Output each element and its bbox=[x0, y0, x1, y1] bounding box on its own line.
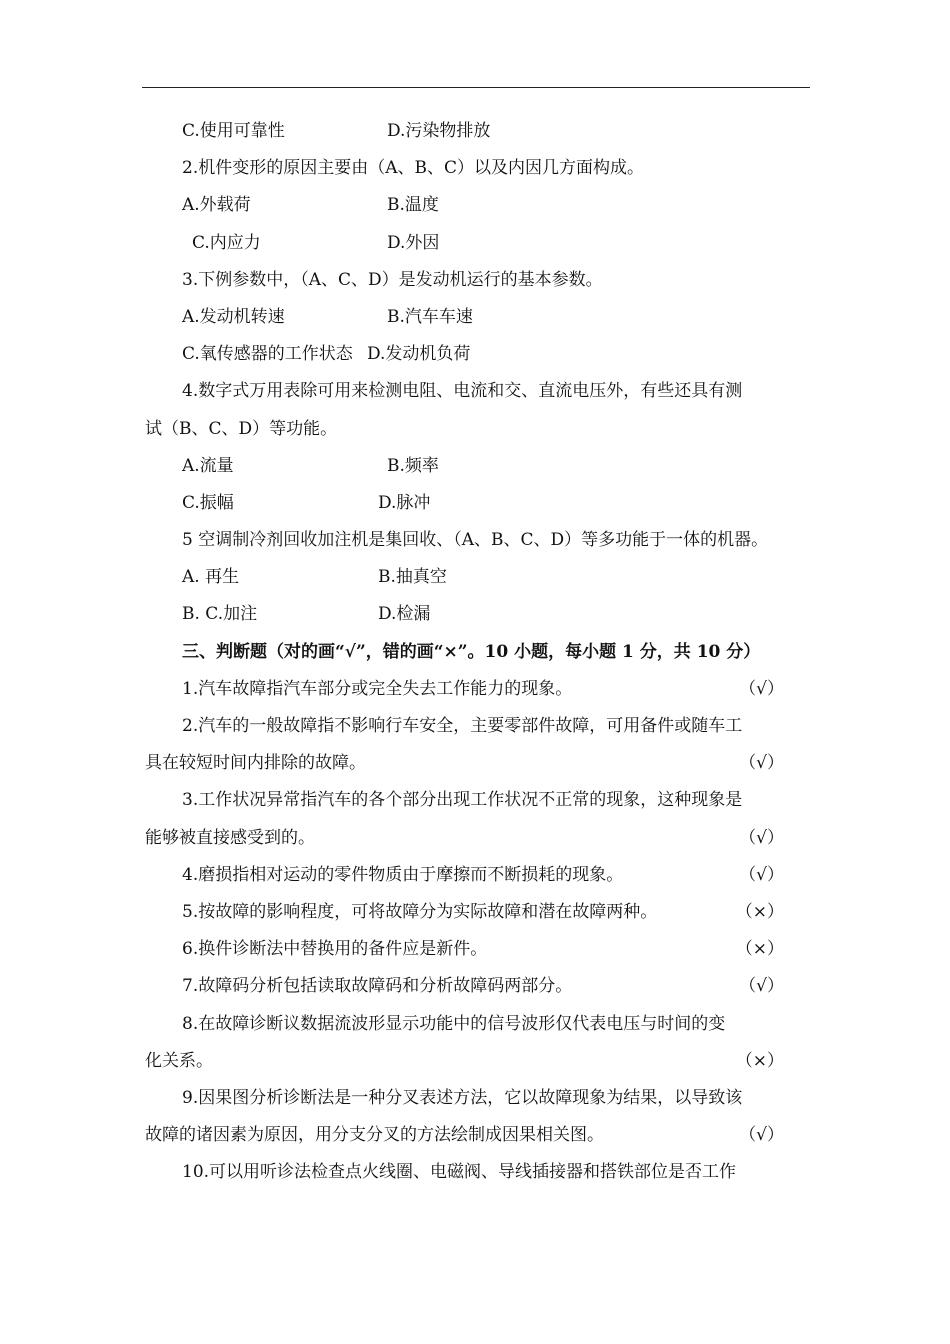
item-text: 具在较短时间内排除的故障。 bbox=[145, 753, 366, 774]
option-row bbox=[145, 559, 810, 596]
option: D.脉冲 bbox=[378, 492, 431, 513]
option: C.使用可靠性 bbox=[182, 121, 285, 141]
judgment-item bbox=[145, 745, 810, 782]
item-text: 9.因果图分析诊断法是一种分叉表述方法，它以故障现象为结果，以导致该 bbox=[182, 1087, 743, 1108]
item-text: 1.汽车故障指汽车部分或完全失去工作能力的现象。 bbox=[182, 678, 573, 699]
option-row bbox=[145, 187, 810, 224]
option: C.振幅 bbox=[182, 492, 234, 513]
answer-mark: （√） bbox=[739, 753, 784, 774]
option: A.外载荷 bbox=[182, 195, 251, 216]
question-text: 3.下例参数中，（A、C、D）是发动机运行的基本参数。 bbox=[182, 269, 603, 290]
header-rule bbox=[142, 87, 810, 88]
judgment-item bbox=[145, 1117, 810, 1154]
item-text: 5.按故障的影响程度，可将故障分为实际故障和潜在故障两种。 bbox=[182, 901, 658, 922]
judgment-item bbox=[145, 894, 810, 931]
judgment-item bbox=[145, 968, 810, 1005]
judgment-item bbox=[145, 931, 810, 968]
option-row bbox=[145, 448, 810, 485]
judgment-item bbox=[145, 671, 810, 708]
item-text: 10.可以用听诊法检查点火线圈、电磁阀、导线插接器和搭铁部位是否工作 bbox=[182, 1162, 737, 1183]
item-text: 故障的诸因素为原因，用分支分叉的方法绘制成因果相关图。 bbox=[145, 1125, 604, 1146]
item-text: 化关系。 bbox=[145, 1050, 213, 1071]
question-text-continued: 试（B、C、D）等功能。 bbox=[145, 418, 338, 439]
option: B.汽车车速 bbox=[387, 306, 473, 327]
option-row bbox=[145, 113, 810, 150]
answer-mark: （×） bbox=[735, 901, 784, 922]
question-text: 4.数字式万用表除可用来检测电阻、电流和交、直流电压外，有些还具有测 bbox=[182, 381, 743, 402]
answer-mark: （×） bbox=[735, 939, 784, 960]
option: A.流量 bbox=[182, 455, 234, 476]
option: A.发动机转速 bbox=[182, 306, 285, 327]
option: C.内应力 bbox=[192, 232, 261, 253]
answer-mark: （√） bbox=[739, 678, 784, 699]
question-text: 2.机件变形的原因主要由（A、B、C）以及内因几方面构成。 bbox=[182, 158, 644, 179]
item-text: 3.工作状况异常指汽车的各个部分出现工作状况不正常的现象，这种现象是 bbox=[182, 790, 743, 811]
item-text: 能够被直接感受到的。 bbox=[145, 827, 315, 848]
option-row bbox=[145, 485, 810, 522]
question-text: 5 空调制冷剂回收加注机是集回收、（A、B、C、D）等多功能于一体的机器。 bbox=[182, 530, 769, 551]
option-row bbox=[145, 299, 810, 336]
option-row bbox=[145, 596, 810, 633]
option-row bbox=[145, 336, 810, 373]
judgment-item bbox=[145, 1043, 810, 1080]
answer-mark: （×） bbox=[735, 1050, 784, 1071]
item-text: 8.在故障诊断议数据流波形显示功能中的信号波形仅代表电压与时间的变 bbox=[182, 1013, 726, 1034]
section-heading: 三、判断题（对的画“√”，错的画“×”。10 小题，每小题 1 分，共 10 分） bbox=[182, 641, 761, 662]
option-row bbox=[145, 225, 810, 262]
answer-mark: （√） bbox=[739, 1125, 784, 1146]
option: B.温度 bbox=[387, 195, 439, 216]
option: B. C.加注 bbox=[182, 604, 258, 625]
judgment-item bbox=[145, 857, 810, 894]
option: D.检漏 bbox=[378, 604, 431, 625]
option: A. 再生 bbox=[182, 567, 240, 588]
item-text: 7.故障码分析包括读取故障码和分析故障码两部分。 bbox=[182, 976, 573, 997]
option: B.频率 bbox=[387, 455, 439, 476]
option: D.发动机负荷 bbox=[367, 344, 471, 365]
option: C.氧传感器的工作状态 bbox=[182, 344, 353, 365]
answer-mark: （√） bbox=[739, 864, 784, 885]
option: D.外因 bbox=[387, 232, 440, 253]
item-text: 6.换件诊断法中替换用的备件应是新件。 bbox=[182, 939, 488, 960]
option: B.抽真空 bbox=[378, 567, 447, 588]
answer-mark: （√） bbox=[739, 976, 784, 997]
option: D.污染物排放 bbox=[387, 121, 491, 141]
document-body bbox=[145, 113, 810, 1191]
item-text: 4.磨损指相对运动的零件物质由于摩擦而不断损耗的现象。 bbox=[182, 864, 624, 885]
answer-mark: （√） bbox=[739, 827, 784, 848]
judgment-item bbox=[145, 820, 810, 857]
item-text: 2.汽车的一般故障指不影响行车安全，主要零部件故障，可用备件或随车工 bbox=[182, 716, 743, 736]
